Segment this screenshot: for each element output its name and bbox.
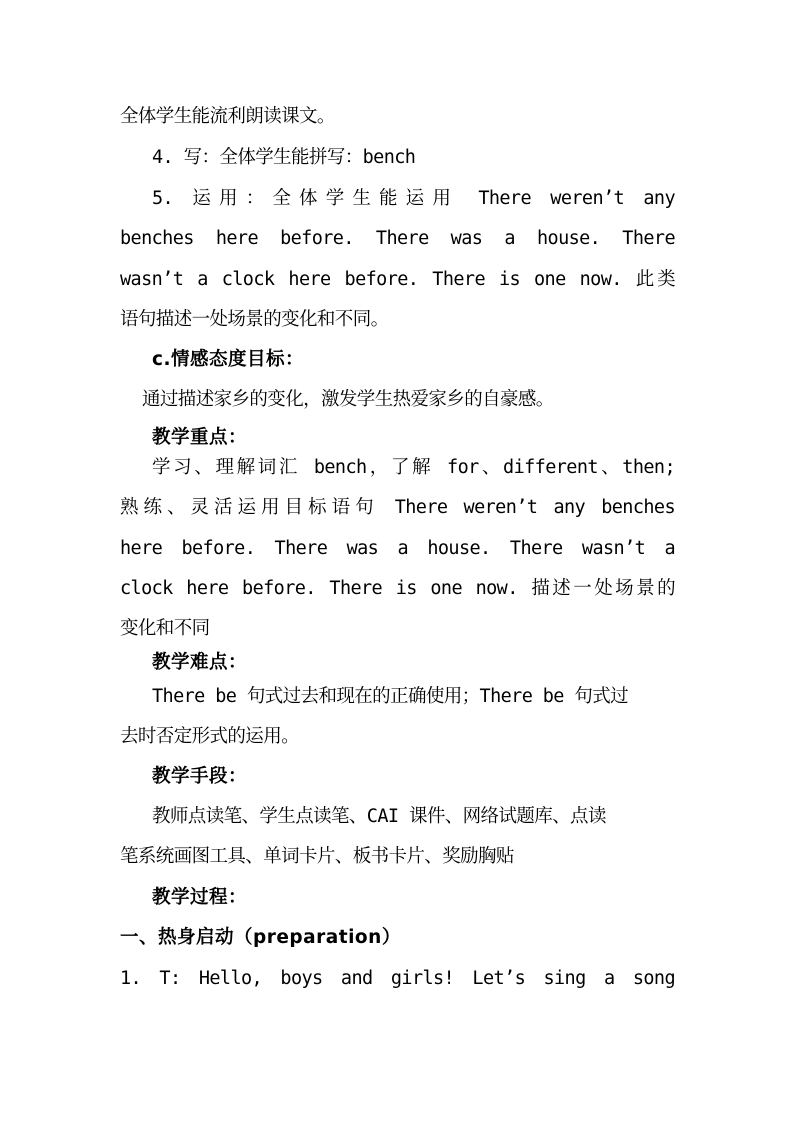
text-line: wasn’t a clock here before. There is one now. 此类 xyxy=(120,269,675,290)
section-heading-emotion: c.情感态度目标： xyxy=(152,349,304,370)
text-line: 学习、理解词汇 bench，了解 for、different、then; xyxy=(152,457,675,478)
text-line: 笔系统画图工具、单词卡片、板书卡片、奖励胸贴 xyxy=(120,846,514,867)
text-line: 1. T: Hello, boys and girls! Let’s sing a song xyxy=(120,968,675,989)
objective-usage: 5. 运用：全体学生能运用 There weren’t any xyxy=(152,188,675,209)
text-line: clock here before. There is one now. 描述一处场景的 xyxy=(120,578,675,599)
text-line: 语句描述一处场景的变化和不同。 xyxy=(120,309,389,330)
text-line: 去时否定形式的运用。 xyxy=(120,726,300,747)
section-heading-key-points: 教学重点： xyxy=(152,427,248,448)
section-heading-process: 教学过程： xyxy=(152,887,248,908)
section-heading-preparation: 一、热身启动（preparation） xyxy=(120,927,401,948)
section-heading-means: 教学手段： xyxy=(152,766,248,787)
text-line: benches here before. There was a house. There xyxy=(120,228,675,249)
text-line: 通过描述家乡的变化，激发学生热爱家乡的自豪感。 xyxy=(142,389,554,410)
objective-writing: 4. 写：全体学生能拼写：bench xyxy=(152,147,416,168)
text-line: 熟练、灵活运用目标语句 There weren’t any benches xyxy=(120,497,675,518)
section-heading-difficulties: 教学难点： xyxy=(152,652,248,673)
text-line: There be 句式过去和现在的正确使用；There be 句式过 xyxy=(152,686,629,707)
text-line: 变化和不同 xyxy=(120,618,210,639)
text-line: here before. There was a house. There wasn’t a xyxy=(120,538,675,559)
text-line: 全体学生能流利朗读课文。 xyxy=(120,106,335,127)
text-line: 教师点读笔、学生点读笔、CAI 课件、网络试题库、点读 xyxy=(152,806,606,827)
